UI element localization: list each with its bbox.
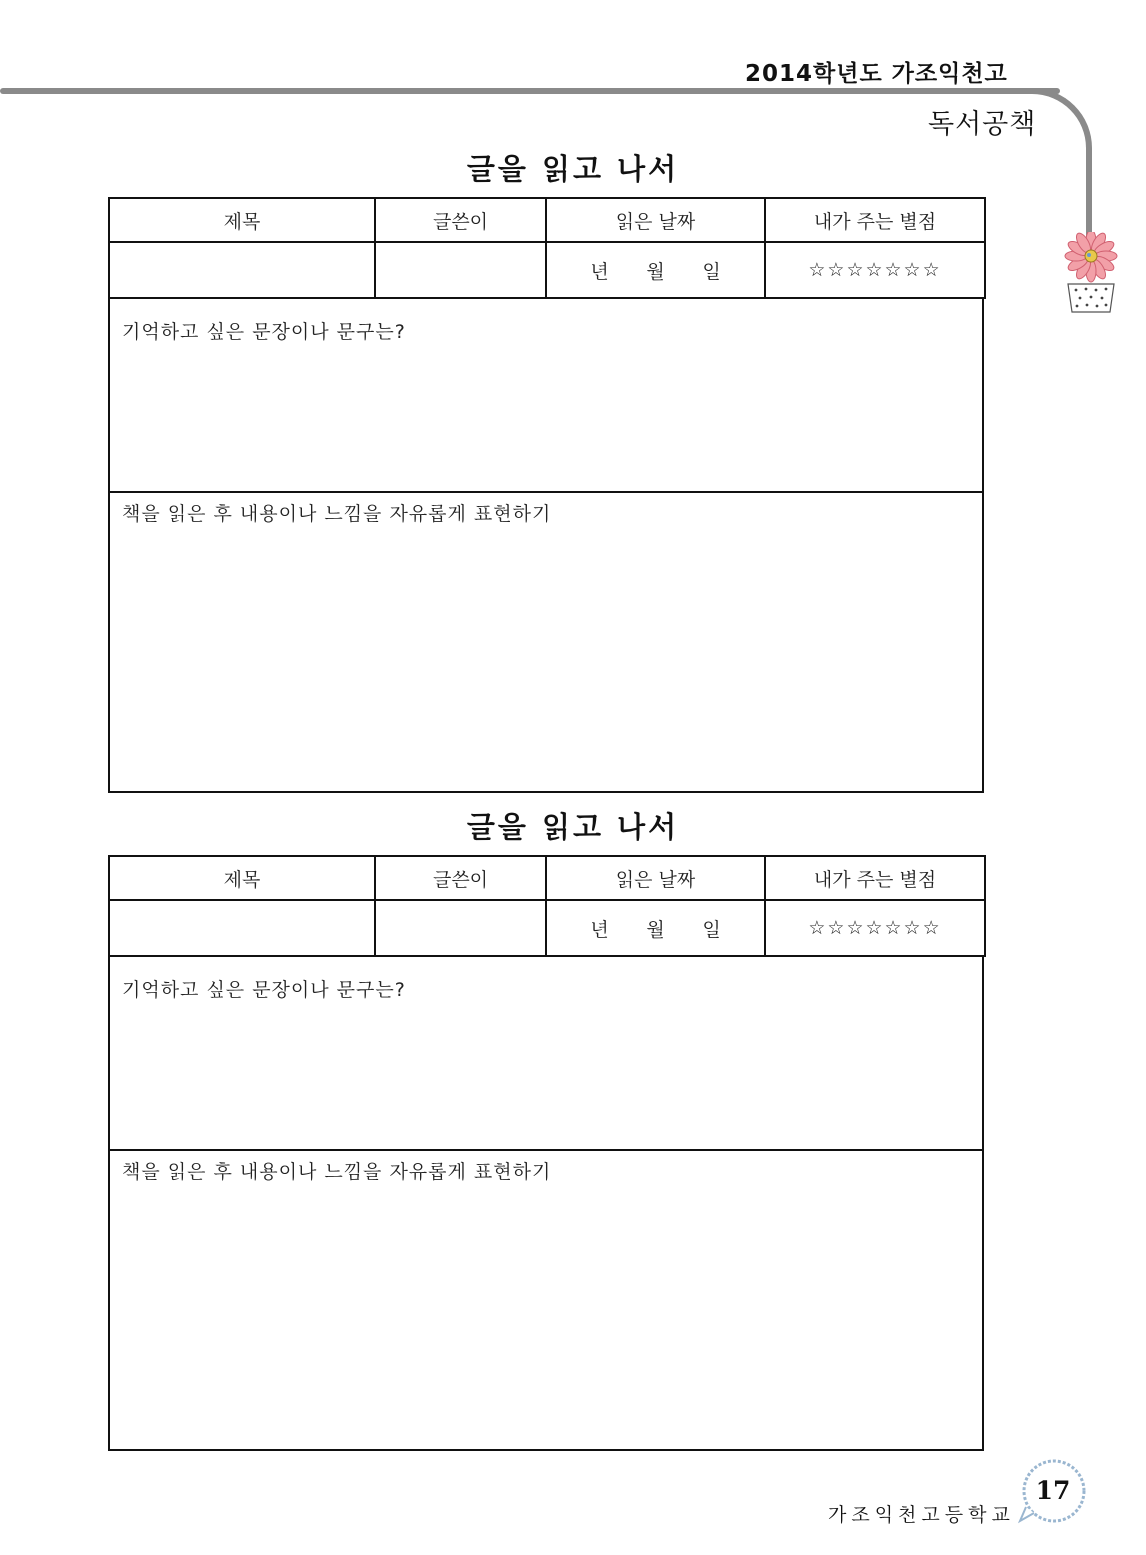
year-label: 년	[590, 260, 609, 283]
memorable-sentence-prompt: 기억하고 싶은 문장이나 문구는?	[122, 979, 406, 1001]
reflection-prompt: 책을 읽은 후 내용이나 느낌을 자유롭게 표현하기	[122, 503, 552, 525]
book-info-table	[108, 197, 986, 299]
month-label: 월	[646, 260, 665, 283]
month-label: 월	[646, 918, 665, 941]
header-rule	[0, 88, 1060, 94]
memorable-sentence-box[interactable]	[108, 957, 984, 1151]
rating-header: 내가 주는 별점	[765, 856, 985, 900]
series-title: 독서공책	[928, 109, 1037, 140]
title-header: 제목	[109, 198, 375, 242]
memorable-sentence-prompt: 기억하고 싶은 문장이나 문구는?	[122, 321, 406, 343]
title-field[interactable]	[109, 900, 375, 956]
date-header: 읽은 날짜	[546, 198, 765, 242]
reflection-box[interactable]	[108, 1151, 984, 1451]
page-number: 17	[1035, 1476, 1071, 1505]
title-field[interactable]	[109, 242, 375, 298]
author-field[interactable]	[375, 242, 546, 298]
author-header: 글쓴이	[375, 198, 546, 242]
form-title: 글을 읽고 나서	[466, 152, 680, 186]
date-field[interactable]	[546, 242, 765, 298]
author-header: 글쓴이	[375, 856, 546, 900]
footer-school-name: 가조익천고등학교	[828, 1504, 1015, 1526]
reflection-prompt: 책을 읽은 후 내용이나 느낌을 자유롭게 표현하기	[122, 1161, 552, 1183]
memorable-sentence-box[interactable]	[108, 299, 984, 493]
star-rating[interactable]: ☆☆☆☆☆☆☆	[765, 900, 985, 956]
date-field[interactable]	[546, 900, 765, 956]
reading-form	[108, 197, 984, 793]
flower-pot-icon	[1060, 232, 1122, 316]
star-rating[interactable]: ☆☆☆☆☆☆☆	[765, 242, 985, 298]
day-label: 일	[702, 260, 721, 283]
form-title: 글을 읽고 나서	[466, 810, 680, 844]
day-label: 일	[702, 918, 721, 941]
school-year-title: 2014학년도 가조익천고	[745, 61, 1008, 87]
reflection-box[interactable]	[108, 493, 984, 793]
title-header: 제목	[109, 856, 375, 900]
date-header: 읽은 날짜	[546, 856, 765, 900]
book-info-table	[108, 855, 986, 957]
reading-form	[108, 855, 984, 1451]
author-field[interactable]	[375, 900, 546, 956]
year-label: 년	[590, 918, 609, 941]
rating-header: 내가 주는 별점	[765, 198, 985, 242]
